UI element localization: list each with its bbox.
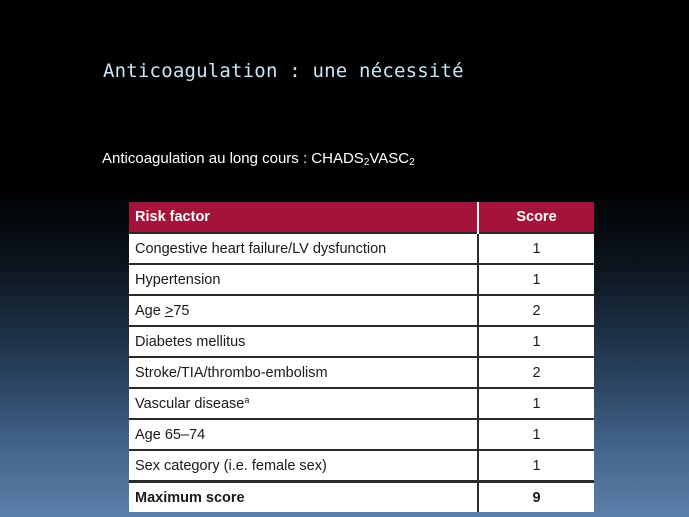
slide-subtitle <box>102 150 415 168</box>
score-cell: 2 <box>478 295 594 326</box>
score-cell: 1 <box>478 388 594 419</box>
score-cell: 1 <box>478 419 594 450</box>
risk-factor-cell <box>129 388 478 419</box>
total-score: 9 <box>478 482 594 513</box>
table-row <box>129 295 594 326</box>
subtitle-text-vasc: VASC <box>369 150 410 167</box>
risk-factor-cell: Age 65–74 <box>129 419 478 450</box>
risk-factor-cell <box>129 295 478 326</box>
risk-factor-cell: Hypertension <box>129 264 478 295</box>
vascular-disease-label: Vascular disease <box>135 396 245 412</box>
risk-score-table-container <box>129 202 594 508</box>
table-row <box>129 357 594 388</box>
score-cell: 1 <box>478 450 594 482</box>
header-score: Score <box>478 202 594 233</box>
header-risk-factor: Risk factor <box>129 202 478 233</box>
table-row <box>129 264 594 295</box>
risk-factor-cell: Sex category (i.e. female sex) <box>129 450 478 482</box>
age-threshold: 75 <box>173 302 190 319</box>
table-row <box>129 388 594 419</box>
greater-equal-sign: > <box>164 302 174 319</box>
risk-factor-cell: Stroke/TIA/thrombo-embolism <box>129 357 478 388</box>
subtitle-text: Anticoagulation au long cours : CHADS <box>102 150 364 167</box>
score-cell: 1 <box>478 264 594 295</box>
risk-factor-cell: Diabetes mellitus <box>129 326 478 357</box>
table-row <box>129 419 594 450</box>
subtitle-subscript-1: 2 <box>363 157 370 168</box>
table-row <box>129 326 594 357</box>
total-label: Maximum score <box>129 482 478 513</box>
age-prefix: Age <box>135 302 165 319</box>
total-row <box>129 482 594 513</box>
subtitle-subscript-2: 2 <box>409 157 415 168</box>
risk-factor-cell: Congestive heart failure/LV dysfunction <box>129 233 478 264</box>
slide-title: Anticoagulation : une nécessité <box>103 60 464 82</box>
score-cell: 2 <box>478 357 594 388</box>
score-cell: 1 <box>478 326 594 357</box>
table-row <box>129 233 594 264</box>
risk-score-table <box>129 202 594 512</box>
score-cell: 1 <box>478 233 594 264</box>
footnote-marker: a <box>244 395 250 405</box>
table-row <box>129 450 594 482</box>
table-header-row <box>129 202 594 233</box>
